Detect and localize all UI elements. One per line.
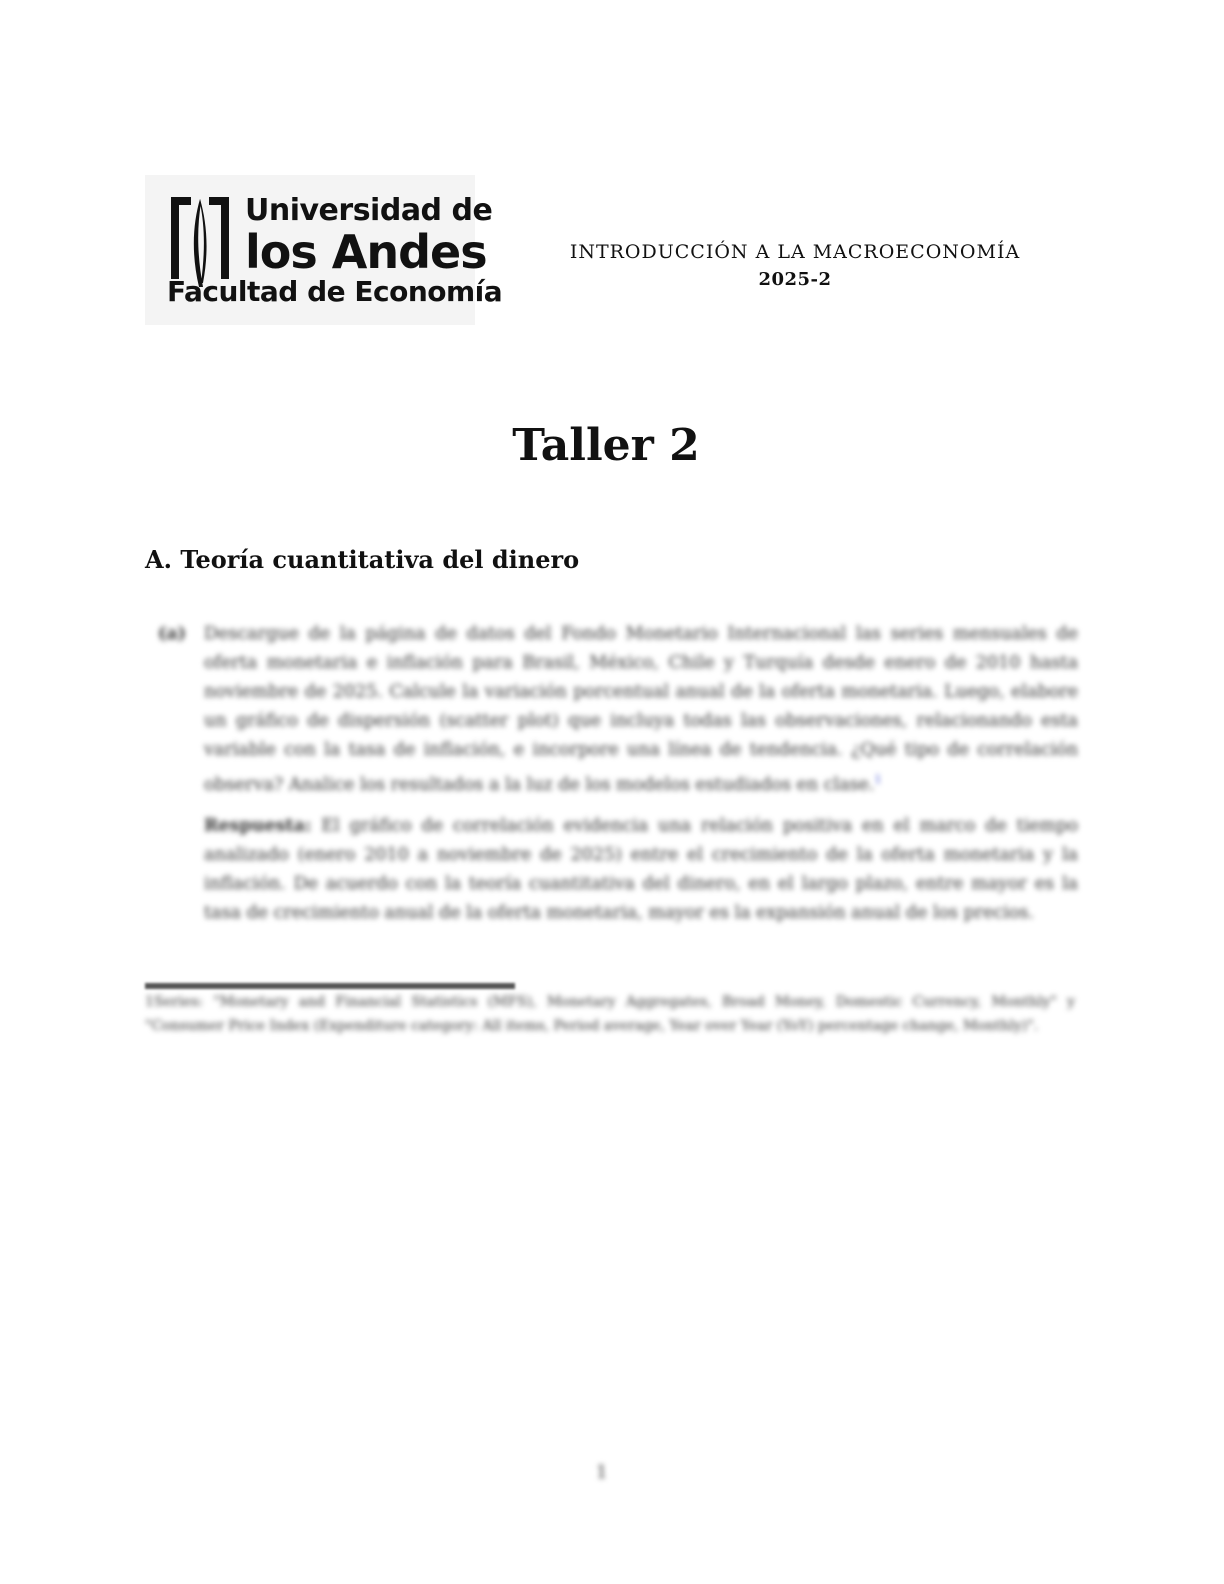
footnote-ref-link[interactable]: 1 [874,773,882,786]
footnote [145,990,1075,1038]
logo-line-1: Universidad de [245,193,493,228]
question-marker: (a) [158,624,186,644]
logo-line-3: Facultad de Economía [167,275,503,308]
answer-label: Respuesta: [204,815,312,836]
answer-text: El gráfico de correlación evidencia una relación positiva en el marco de tiempo analizado (enero 2010 a noviembre de 2025) entre el crecimiento de la oferta monetaria y la inflación. De acuerdo con la teoría cuantitativa del dinero, en el largo plazo, entre mayor es la tasa de crecimiento anual de la oferta monetaria, mayor es la expansión anual de los precios. [204,815,1078,923]
footnote-divider [145,983,515,989]
answer-block [204,812,1078,928]
question-item [158,620,1078,928]
course-term: 2025-2 [758,269,832,290]
section-heading: A. Teoría cuantitativa del dinero [145,545,580,574]
logo-line-2: los Andes [245,225,487,279]
page-number: 1 [596,1462,608,1483]
university-logo [145,175,503,325]
question-body: Descargue de la página de datos del Fondo Monetario Internacional las series mensuales de oferta monetaria e inflación para Brasil, México, Chile y Turquía desde enero de 2010 hasta noviembre de 2025. Calcule la variación porcentual anual de la oferta monetaria. Luego, elabore un gráfico de dispersión (scatter plot) que incluya todas las observaciones, relacionando esta variable con la tasa de inflación, e incorpore una línea de tendencia. ¿Qué tipo de correlación observa? Analice los resultados a la luz de los modelos estudiados en clase. [204,624,1078,795]
course-name: INTRODUCCIÓN A LA MACROECONOMÍA [569,241,1021,263]
footnote-text: 1Series: "Monetary and Financial Statistics (MFS), Monetary Aggregates, Broad Money, Domestic Currency, Monthly" y "Consumer Price Index (Expenditure category: All items, Period average, Year over Year (YoY) percentage change, Monthly)". [145,994,1075,1034]
course-header [510,238,1080,294]
page-title: Taller 2 [512,420,700,471]
question-text [204,620,1078,800]
